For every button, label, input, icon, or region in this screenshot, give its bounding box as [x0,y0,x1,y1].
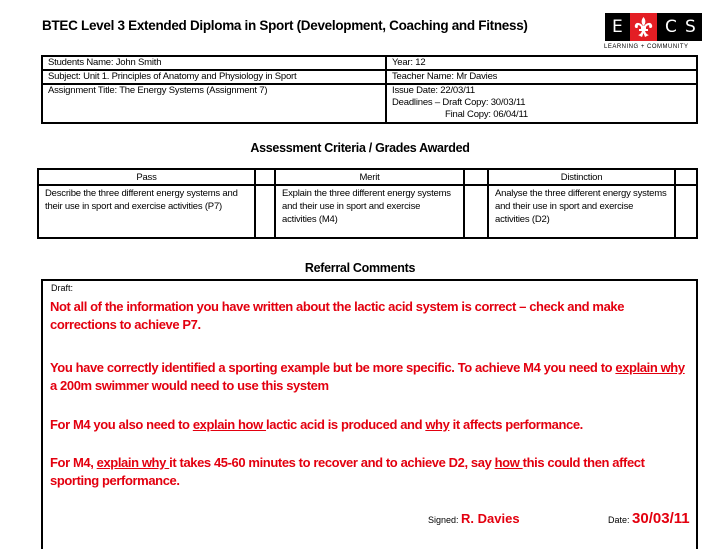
comment-emphasis: why [425,417,450,432]
comment-text: it takes 45-60 minutes to recover and to achieve D2, say [169,455,495,470]
distinction-awarded-header [675,169,697,185]
signature-line [428,511,520,526]
signed-value: R. Davies [461,511,520,526]
merit-awarded-header [464,169,488,185]
comment-text: it affects performance. [449,417,583,432]
distinction-criterion: Analyse the three different energy systems and their use in sport and exercise activities (D2) [488,185,675,238]
teacher-name: Teacher Name: Mr Davies [386,70,697,84]
comment-text: this could then affect sporting performance. [50,455,645,488]
issue-date: Issue Date: 22/03/11 [392,85,475,96]
comment-emphasis: explain why [615,360,685,375]
distinction-awarded [675,185,697,238]
date-value: 30/03/11 [632,510,690,527]
signed-label: Signed: [428,515,459,525]
referral-title: Referral Comments [304,261,416,275]
pass-header: Pass [38,169,255,185]
logo-letter-e: E [612,17,623,37]
grades-table [37,168,698,239]
pass-criterion: Describe the three different energy systems and their use in sport and exercise activities (P7) [38,185,255,238]
distinction-header: Distinction [488,169,675,185]
pass-awarded-header [255,169,275,185]
deadline-final: Final Copy: 06/04/11 [445,109,528,120]
logo-letter-c: C [665,17,677,37]
comment-emphasis: explain why [96,455,170,470]
assessment-title: Assessment Criteria / Grades Awarded [250,141,470,155]
student-name: Students Name: John Smith [42,56,386,70]
comment-emphasis: explain how [192,417,267,432]
ecs-logo [605,13,702,41]
deadline-draft: Deadlines – Draft Copy: 30/03/11 [392,97,526,108]
referral-comment-4 [50,454,690,490]
student-info-table [41,55,698,124]
comment-text: Not all of the information you have written about the lactic acid system is correct – check and make corrections to achieve P7. [50,299,625,332]
merit-header: Merit [275,169,464,185]
date-label: Date: [608,515,630,525]
year: Year: 12 [386,56,697,70]
document-title: BTEC Level 3 Extended Diploma in Sport (Development, Coaching and Fitness) [42,18,528,33]
referral-comment-1 [50,298,690,334]
merit-criterion: Explain the three different energy systems and their use in sport and exercise activities (M4) [275,185,464,238]
referral-comment-2 [50,359,690,395]
referral-comment-3 [50,416,690,434]
subject: Subject: Unit 1. Principles of Anatomy and Physiology in Sport [42,70,386,84]
comment-text: For M4, [50,455,97,470]
logo-letter-s: S [685,17,696,37]
comment-text: lactic acid is produced and [266,417,426,432]
assignment-title: Assignment Title: The Energy Systems (Assignment 7) [42,84,386,123]
fleur-de-lis-icon [630,13,657,41]
draft-label: Draft: [51,283,74,293]
comment-emphasis: how [494,455,523,470]
comment-text: You have correctly identified a sporting example but be more specific. To achieve M4 you need to [50,360,616,375]
merit-awarded [464,185,488,238]
referral-comments-box [41,279,698,549]
logo-tagline: LEARNING + COMMUNITY [604,44,689,50]
dates-cell [386,84,697,123]
comment-text: For M4 you also need to [50,417,193,432]
comment-text: a 200m swimmer would need to use this system [50,378,329,393]
pass-awarded [255,185,275,238]
date-line [608,510,690,527]
